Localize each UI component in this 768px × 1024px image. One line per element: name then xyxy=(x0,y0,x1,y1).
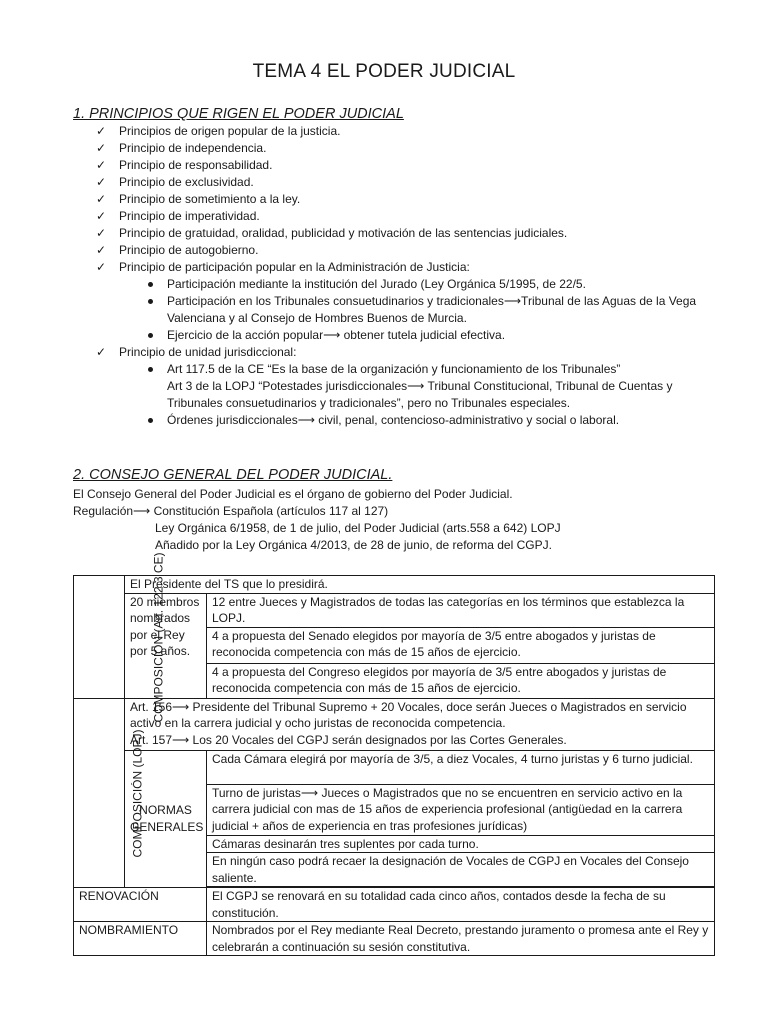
unity-sublist xyxy=(143,361,716,429)
list-item: ✓ Principio de gratuidad, oralidad, publicidad y motivación de las sentencias judiciales. xyxy=(96,226,568,240)
checkmark-icon: ✓ xyxy=(96,158,107,172)
bullet-item: Participación en los Tribunales consuetudinarios y tradicionales⟶Tribunal de las Aguas de la Vega Valenciana y al Consejo de Hombres Buenos de Murcia. xyxy=(143,293,716,327)
table-row xyxy=(74,750,715,784)
table-row xyxy=(74,593,715,627)
judges-cell: 12 entre Jueces y Magistrados de todas las categorías en los términos que establezca la LOPJ. xyxy=(207,593,715,627)
renovacion-label: RENOVACIÓN xyxy=(74,888,207,922)
checkmark-icon: ✓ xyxy=(96,175,107,189)
checkmark-icon: ✓ xyxy=(96,141,107,155)
checkmark-icon: ✓ xyxy=(96,209,107,223)
composition-ce-label: COMPOSICION (Art. 122.3 CE) xyxy=(151,551,166,723)
checkmark-icon: ✓ xyxy=(96,226,107,240)
table-row xyxy=(74,922,715,956)
normas-label-cell: NORMAS GENERALES xyxy=(125,750,207,888)
checkmark-icon: ✓ xyxy=(96,260,107,274)
law-line: Añadido por la Ley Orgánica 4/2013, de 28 de junio, de reforma del CGPJ. xyxy=(155,538,552,552)
law-line: Ley Orgánica 6/1958, de 1 de julio, del Poder Judicial (arts.558 a 642) LOPJ xyxy=(155,521,561,535)
table-row xyxy=(74,698,715,750)
regulation-text: Regulación⟶ Constitución Española (artículos 117 al 127) xyxy=(73,504,389,518)
president-cell: El Presidente del TS que lo presidirá. xyxy=(125,576,715,594)
members-cell: 20 miembros nombrados por el Rey por 5 años. xyxy=(125,593,207,698)
norm-cell: En ningún caso podrá recaer la designación de Vocales de CGPJ en Vocales del Consejo saliente. xyxy=(207,853,715,887)
participation-sublist xyxy=(143,276,716,344)
section2-heading: 2. CONSEJO GENERAL DEL PODER JUDICIAL. xyxy=(73,467,393,483)
norm-cell: Cámaras desinarán tres suplentes por cada turno. xyxy=(207,835,715,853)
document-title: TEMA 4 EL PODER JUDICIAL xyxy=(252,61,516,82)
list-item: ✓ Principio de participación popular en la Administración de Justicia: Participación mediante la institución del Jurado (Ley Orgánica 5/1995, de 22/5. Participación en los Tribunales consuetudinarios y tradicionales⟶Tribunal de las Aguas de la Vega Valenciana y al Consejo de Hombres Buenos de Murcia. Ejercicio de la acción popular⟶ obtener tutela judicial efectiva. xyxy=(96,259,716,344)
list-item: ✓ Principios de origen popular de la justicia. xyxy=(96,124,341,138)
list-item: ✓ Principio de autogobierno. xyxy=(96,243,259,257)
principles-list xyxy=(96,123,716,429)
congress-cell: 4 a propuesta del Congreso elegidos por mayoría de 3/5 entre abogados y juristas de reconocida competencia con más de 15 años de ejercicio. xyxy=(207,663,715,698)
table-row xyxy=(74,576,715,594)
checkmark-icon: ✓ xyxy=(96,243,107,257)
intro-text: El Consejo General del Poder Judicial es el órgano de gobierno del Poder Judicial. xyxy=(73,487,513,501)
list-item: ✓ Principio de imperatividad. xyxy=(96,209,260,223)
list-item: ✓ Principio de responsabilidad. xyxy=(96,158,273,172)
table-row xyxy=(74,888,715,922)
composition-lopj-label-cell xyxy=(74,698,145,888)
nombramiento-cell: Nombrados por el Rey mediante Real Decreto, prestando juramento o promesa ante el Rey y celebrarán a continuación su sesión constitutiva. xyxy=(207,922,715,956)
section2-text xyxy=(73,486,713,554)
nombramiento-label: NOMBRAMIENTO xyxy=(74,922,207,956)
cgpj-table xyxy=(73,551,715,956)
list-item: ✓ Principio de unidad jurisdiccional: Art 117.5 de la CE “Es la base de la organización y funcionamiento de los Tribunales” Art 3 de la LOPJ “Potestades jurisdiccionales⟶ Tribunal Constitucional, Tribunal de Cuentas y Tribunales consuetudinarios y tradicionales”, pero no Tribunales especiales. Órdenes jurisdiccionales⟶ civil, penal, contencioso-administrativo y social o laboral. xyxy=(96,344,716,429)
checkmark-icon: ✓ xyxy=(96,124,107,138)
checkmark-icon: ✓ xyxy=(96,192,107,206)
norm-cell: Cada Cámara elegirá por mayoría de 3/5, a diez Vocales, 4 turno juristas y 6 turno judicial. xyxy=(207,750,715,784)
bullet-item: Órdenes jurisdiccionales⟶ civil, penal, contencioso-administrativo y social o laboral. xyxy=(143,412,716,429)
bullet-item: Ejercicio de la acción popular⟶ obtener tutela judicial efectiva. xyxy=(143,327,716,344)
section1-heading: 1. PRINCIPIOS QUE RIGEN EL PODER JUDICIAL xyxy=(73,106,404,122)
articles-cell: Art. 156⟶ Presidente del Tribunal Supremo + 20 Vocales, doce serán Jueces o Magistrados en servicio activo en la carrera judicial y ocho juristas de reconocida competencia. Art. 157⟶ Los 20 Vocales del CGPJ serán designados por las Cortes Generales. xyxy=(125,698,715,750)
list-item: ✓ Principio de sometimiento a la ley. xyxy=(96,192,301,206)
list-item: ✓ Principio de independencia. xyxy=(96,141,267,155)
list-item: ✓ Principio de exclusividad. xyxy=(96,175,254,189)
bullet-item: Participación mediante la institución del Jurado (Ley Orgánica 5/1995, de 22/5. xyxy=(143,276,716,293)
renovacion-cell: El CGPJ se renovará en su totalidad cada cinco años, contados desde la fecha de su constitución. xyxy=(207,888,715,922)
senate-cell: 4 a propuesta del Senado elegidos por mayoría de 3/5 entre abogados y juristas de reconocida competencia con más de 15 años de ejercicio. xyxy=(207,627,715,663)
bullet-item: Art 117.5 de la CE “Es la base de la organización y funcionamiento de los Tribunales” Art 3 de la LOPJ “Potestades jurisdiccionales⟶ Tribunal Constitucional, Tribunal de Cuentas y Tribunales consuetudinarios y tradicionales”, pero no Tribunales especiales. xyxy=(143,361,716,412)
checkmark-icon: ✓ xyxy=(96,345,107,359)
composition-lopj-label: COMPOSICIÓN (LOPJ) xyxy=(130,728,145,858)
norm-cell: Turno de juristas⟶ Jueces o Magistrados que no se encuentren en servicio activo en la carrera judicial con mas de 15 años de experiencia profesional (antigüedad en la carrera judicial + años de experiencia en tras profesiones jurídicas) xyxy=(207,784,715,835)
